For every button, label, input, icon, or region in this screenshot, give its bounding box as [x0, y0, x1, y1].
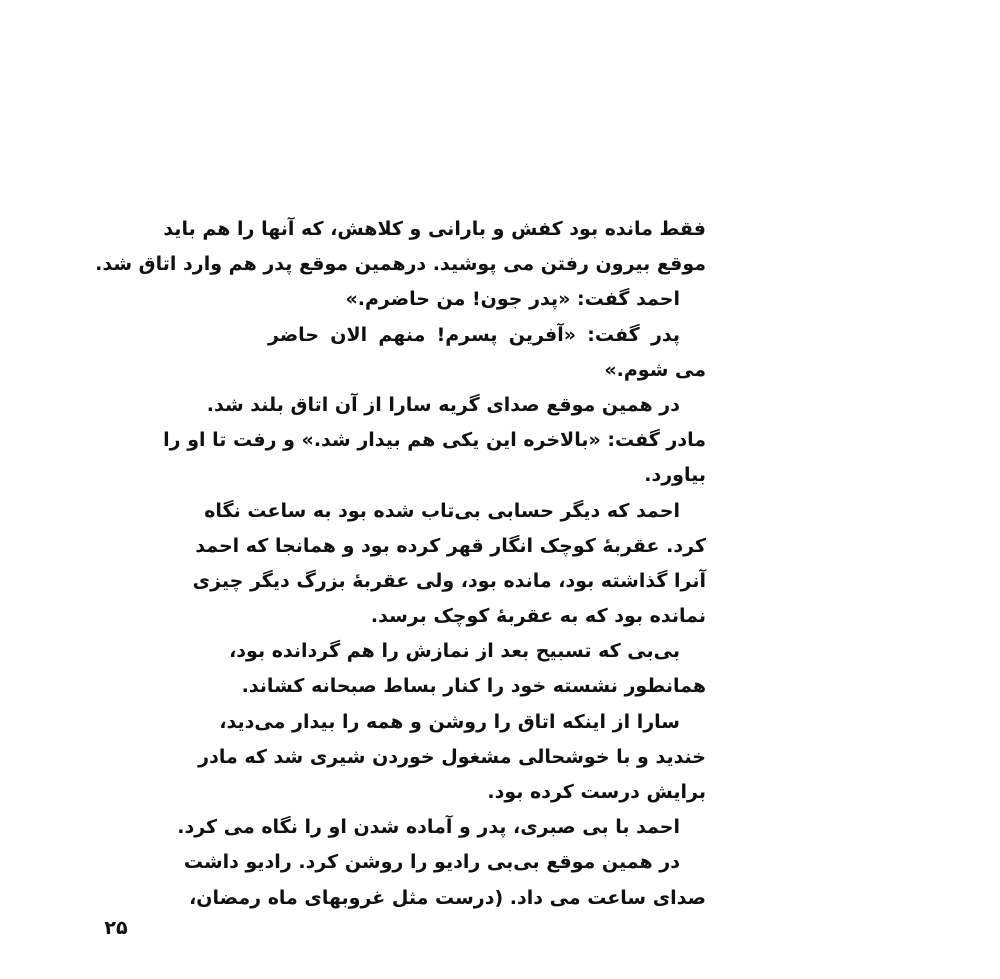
text-line: همانطور نشسته خود را کنار بساط صبحانه کشاند. — [241, 675, 706, 698]
text-line: نمانده بود که به عقربهٔ کوچک برسد. — [370, 605, 706, 628]
text-line: خندید و با خوشحالی مشغول خوردن شیری شد که مادر — [198, 745, 706, 768]
text-line: صدای ساعت می داد. (درست مثل غروبهای ماه رمضان، — [189, 886, 706, 909]
text-line: در همین موقع بی‌بی رادیو را روشن کرد. رادیو داشت — [183, 851, 680, 874]
text-line: موقع بیرون رفتن می پوشید. درهمین موقع پدر هم وارد اتاق شد. — [95, 253, 706, 276]
text-line: احمد با بی صبری، پدر و آماده شدن او را نگاه می کرد. — [177, 816, 680, 839]
text-line: برایش درست کرده بود. — [487, 781, 706, 803]
text-line: می شوم.» — [604, 358, 706, 381]
text-line: پدر گفت: «آفرین پسرم! منهم الان حاضر — [268, 323, 680, 346]
text-line: مادر گفت: «بالاخره این یکی هم بیدار شد.» و رفت تا او را — [163, 429, 706, 452]
text-line: بی‌بی که تسبیح بعد از نمازش را هم گردانده بود، — [229, 640, 680, 663]
text-line: در همین موقع صدای گریه سارا از آن اتاق بلند شد. — [206, 393, 680, 416]
text-line: کرد. عقربهٔ کوچک انگار قهر کرده بود و همانجا که احمد — [195, 534, 706, 557]
text-line: بیاورد. — [644, 464, 706, 487]
text-line: آنرا گذاشته بود، مانده بود، ولی عقربهٔ بزرگ دیگر چیزی — [192, 569, 706, 592]
text-line: احمد گفت: «پدر جون! من حاضرم.» — [345, 288, 680, 311]
text-line: سارا از اینکه اتاق را روشن و همه را بیدار می‌دید، — [219, 710, 680, 733]
body-text — [95, 212, 706, 916]
text-line: فقط مانده بود کفش و بارانی و کلاهش، که آنها را هم باید — [163, 218, 706, 240]
page-number: ۲۵ — [104, 917, 128, 939]
text-line: احمد که دیگر حسابی بی‌تاب شده بود به ساعت نگاه — [204, 499, 680, 522]
